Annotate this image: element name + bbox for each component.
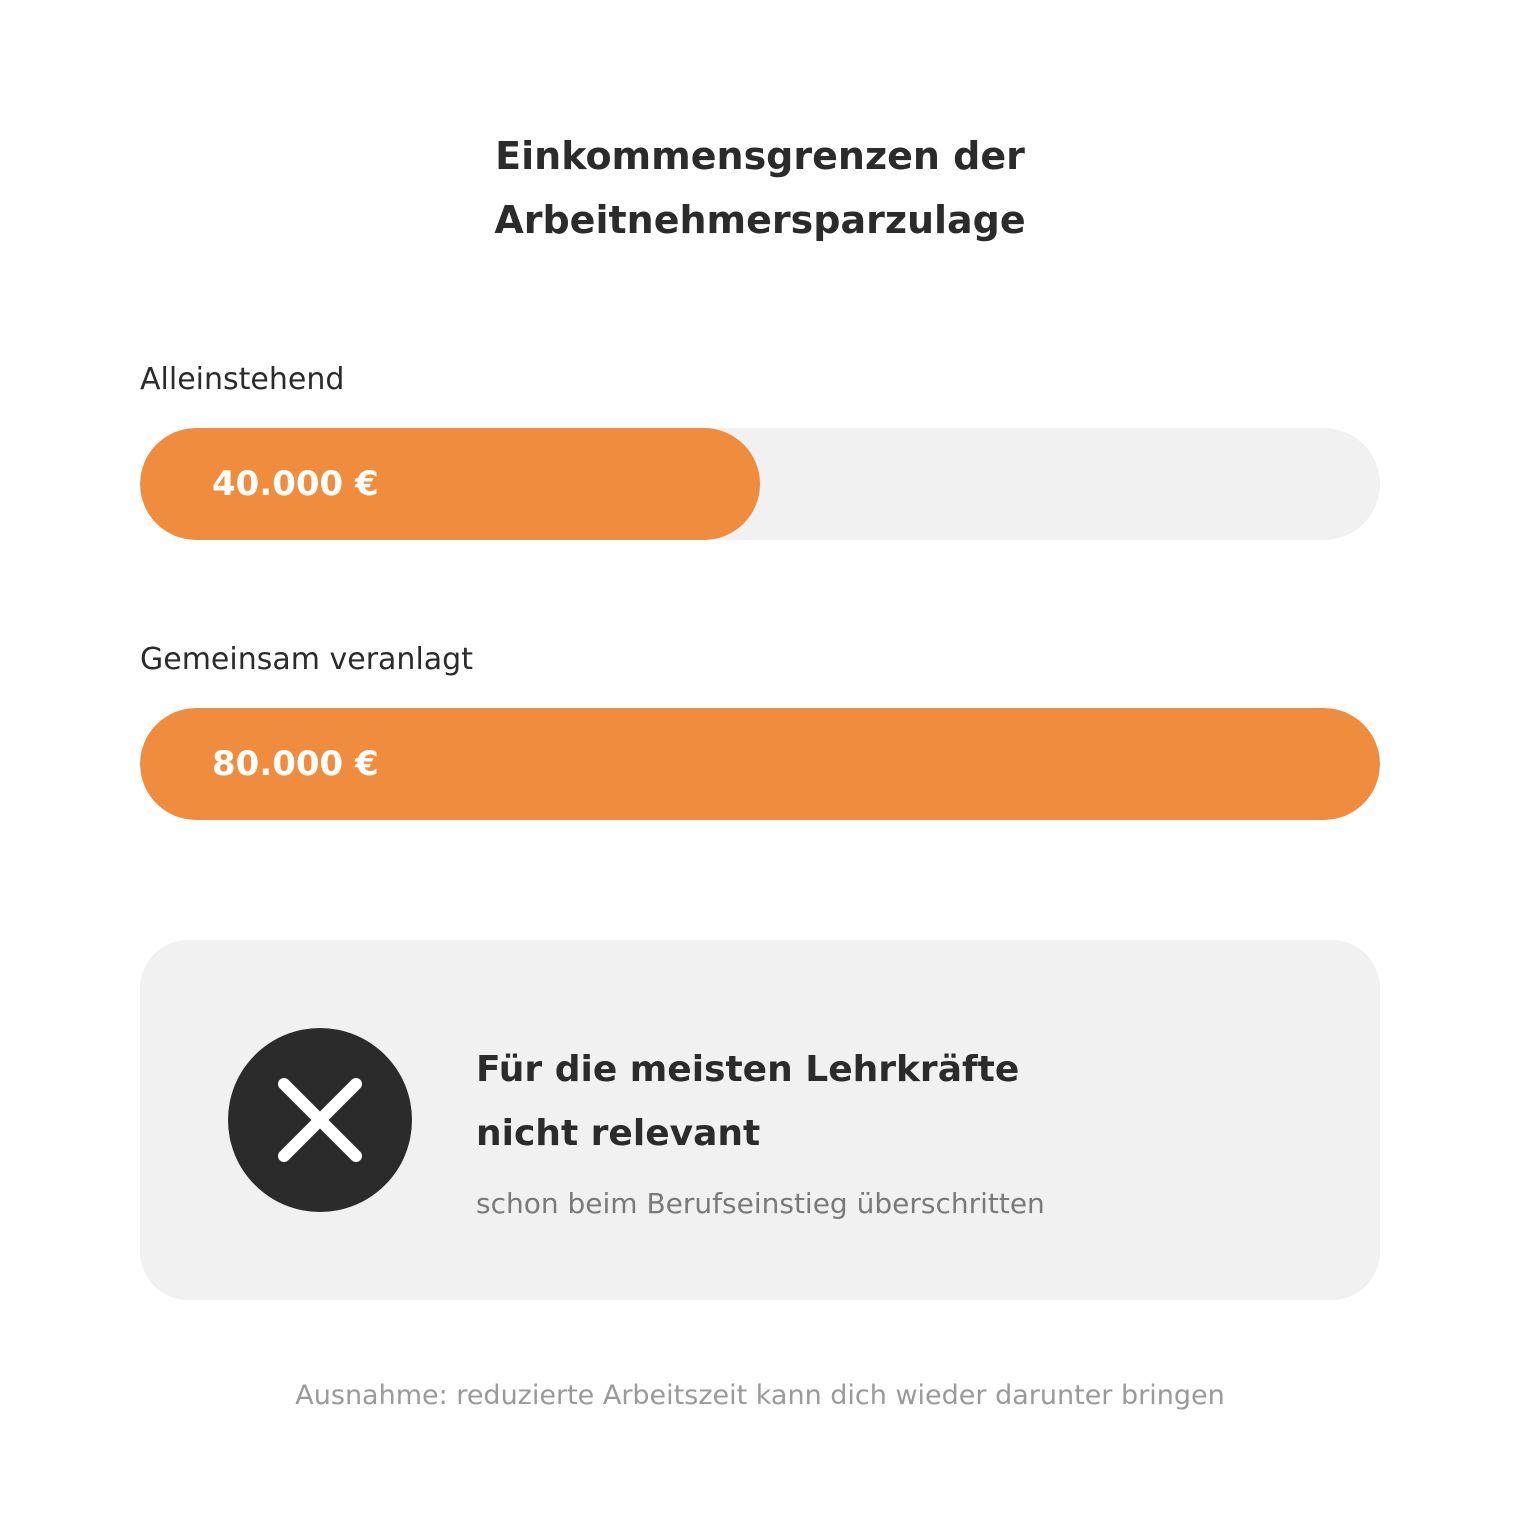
bar-track-gemeinsam-veranlagt: [140, 708, 1380, 820]
card-subtext: schon beim Berufseinstieg überschritten: [476, 1187, 1045, 1220]
footnote: Ausnahme: reduzierte Arbeitszeit kann dich wieder darunter bringen: [295, 1380, 1225, 1411]
bar-label-alleinstehend: Alleinstehend: [140, 362, 345, 397]
bar-label-gemeinsam-veranlagt: Gemeinsam veranlagt: [140, 642, 473, 677]
bar-value-label-gemeinsam-veranlagt: 80.000 €: [212, 744, 379, 784]
bar-track-alleinstehend: [140, 428, 1380, 540]
bar-value-label-alleinstehend: 40.000 €: [212, 464, 379, 504]
chart-title-line-1: Einkommensgrenzen der: [495, 134, 1025, 178]
info-card: [140, 940, 1380, 1300]
x-icon: [228, 1028, 412, 1212]
chart-title: [0, 124, 1520, 252]
chart-title-line-2: Arbeitnehmersparzulage: [494, 198, 1026, 242]
card-heading: [476, 1038, 1019, 1166]
card-heading-line-1: Für die meisten Lehrkräfte: [476, 1049, 1020, 1090]
card-heading-line-2: nicht relevant: [476, 1113, 761, 1154]
